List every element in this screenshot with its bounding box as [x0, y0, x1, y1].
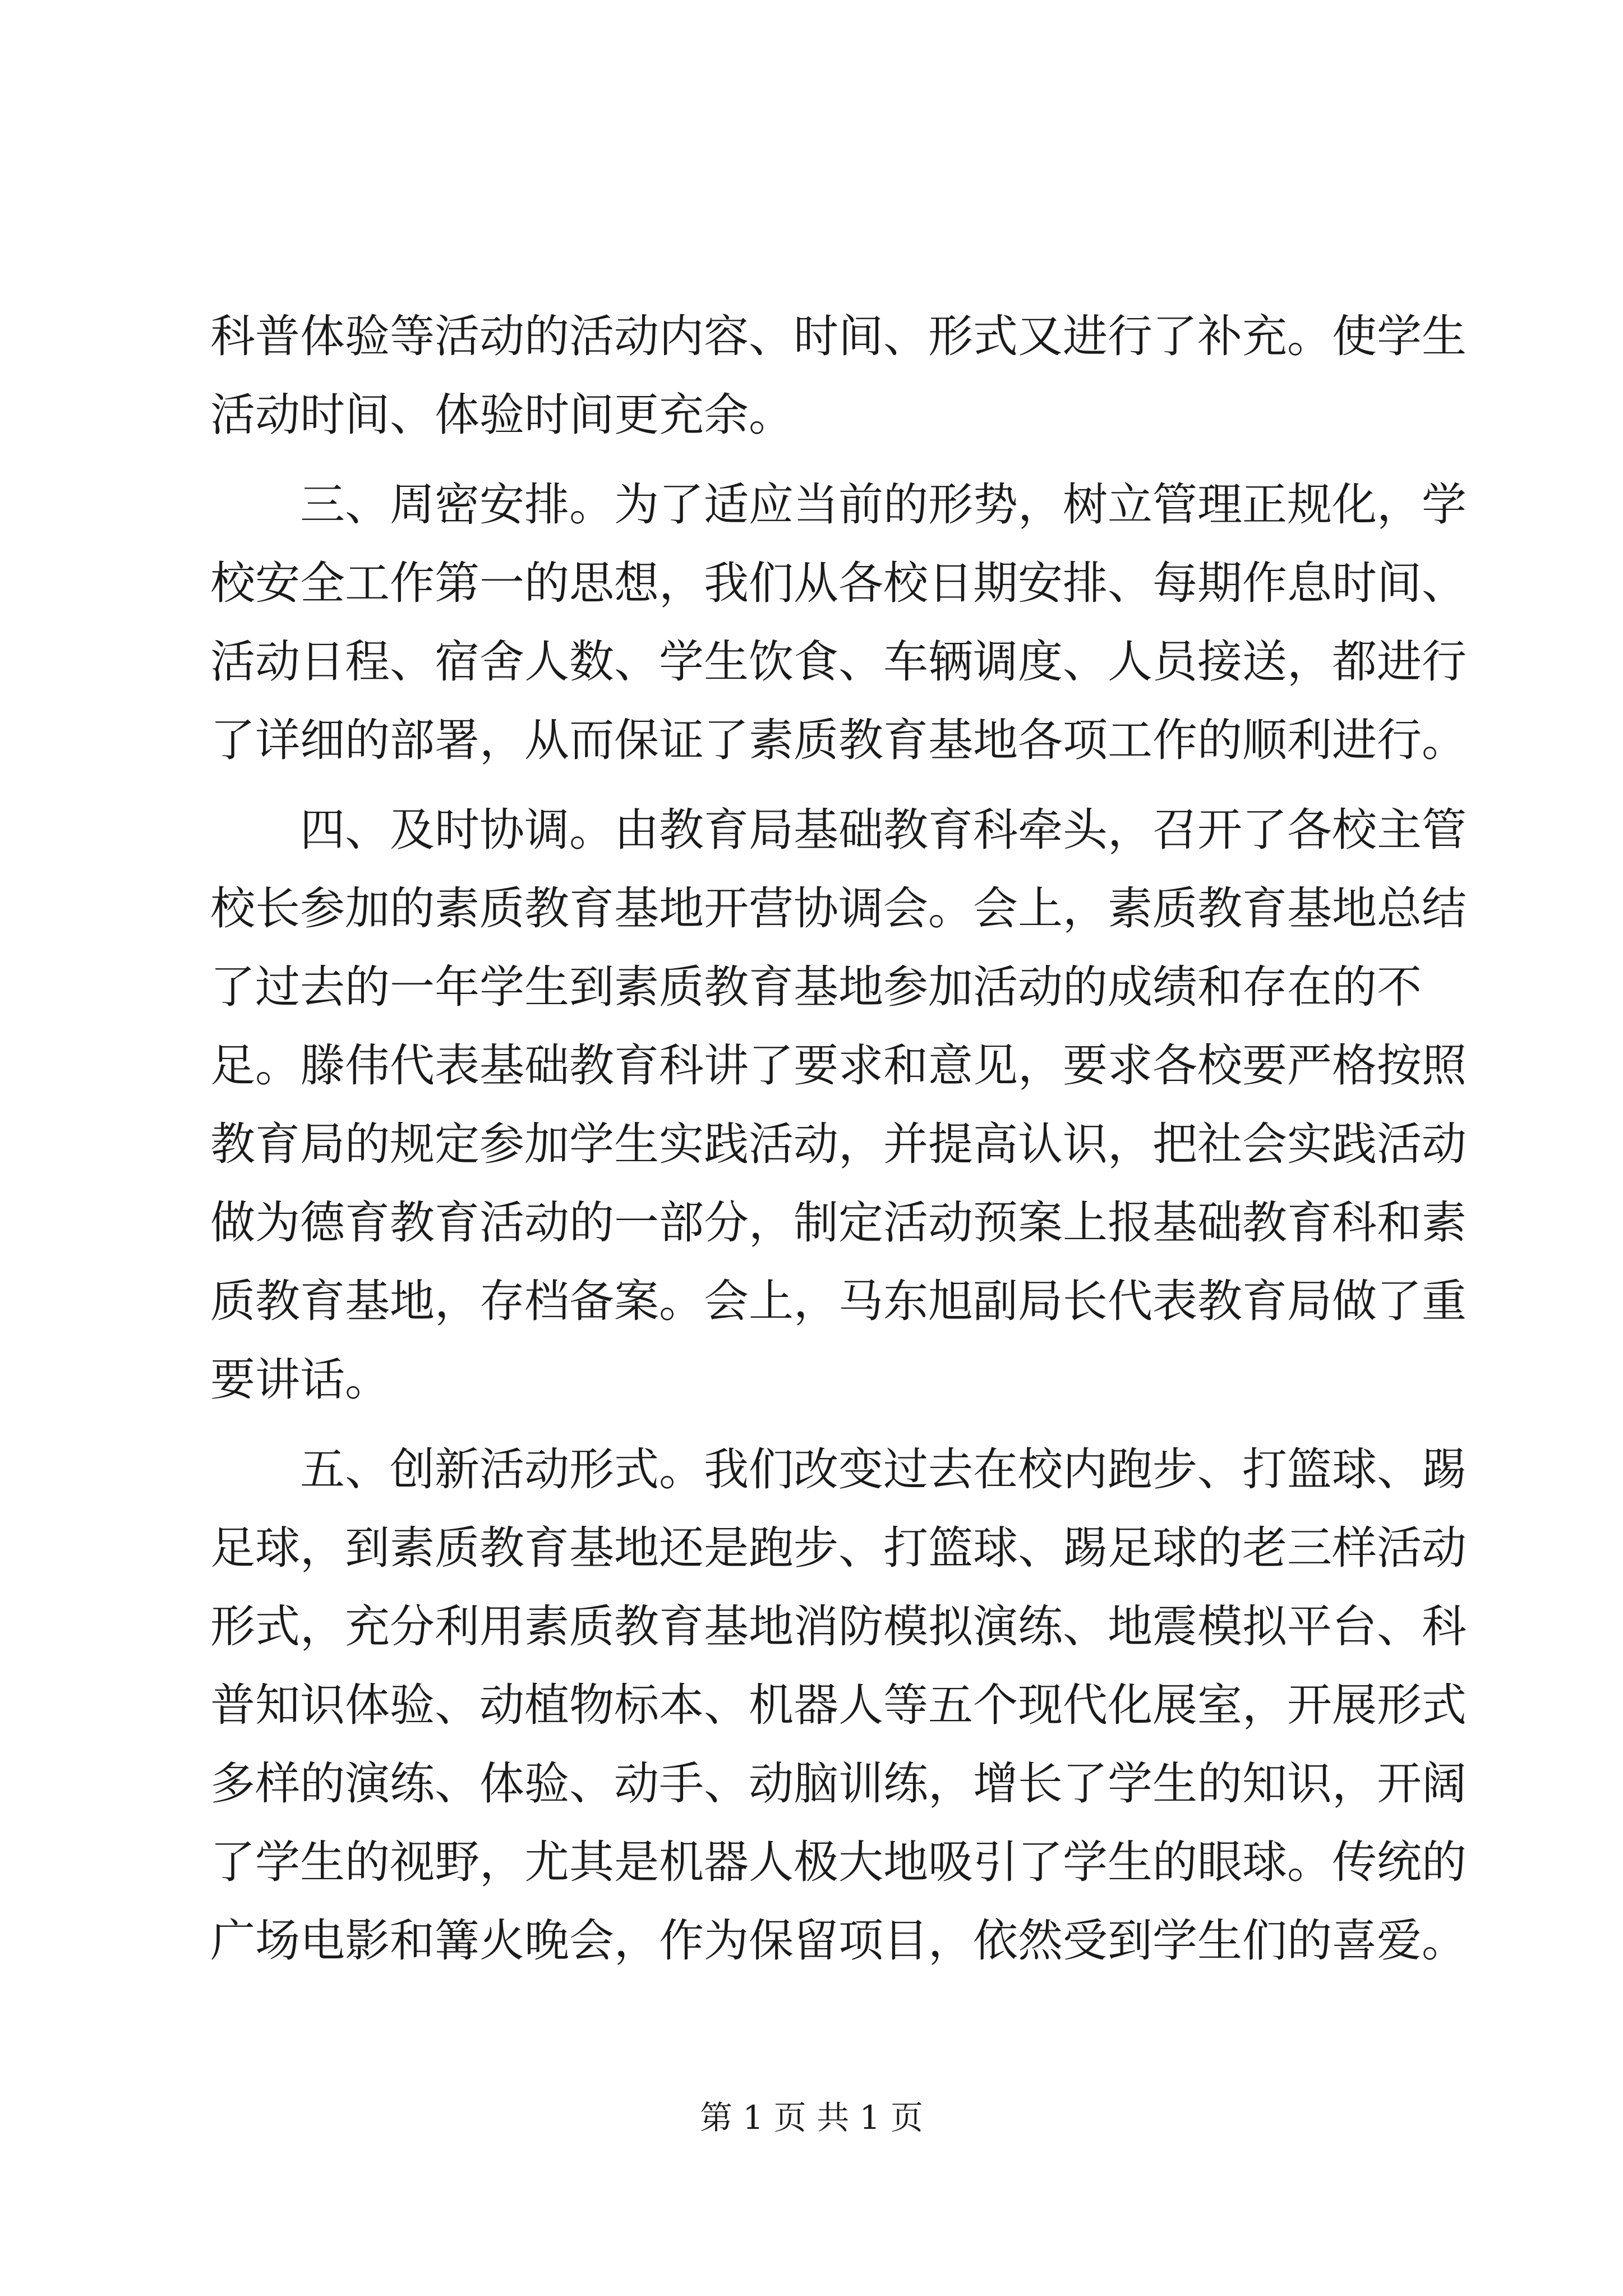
- paragraph-start-line: 四、及时协调。由教育局基础教育科牵头，召开了各校主管: [300, 804, 1467, 856]
- text-line: 足。滕伟代表基础教育科讲了要求和意见，要求各校要严格按照: [210, 1039, 1467, 1092]
- text-line: 活动时间、体验时间更充余。: [210, 389, 794, 441]
- text-line: 了过去的一年学生到素质教育基地参加活动的成绩和存在的不: [210, 961, 1422, 1013]
- text-line: 足球，到素质教育基地还是跑步、打篮球、踢足球的老三样活动: [210, 1522, 1467, 1574]
- text-line: 多样的演练、体验、动手、动脑训练，增长了学生的知识，开阔: [210, 1757, 1467, 1810]
- text-line: 普知识体验、动植物标本、机器人等五个现代化展室，开展形式: [210, 1679, 1467, 1731]
- text-line: 校长参加的素质教育基地开营协调会。会上，素质教育基地总结: [210, 882, 1467, 935]
- text-line: 校安全工作第一的思想，我们从各校日期安排、每期作息时间、: [210, 557, 1467, 609]
- text-line: 教育局的规定参加学生实践活动，并提高认识，把社会实践活动: [210, 1118, 1467, 1170]
- text-line: 要讲话。: [210, 1354, 390, 1406]
- text-line: 科普体验等活动的活动内容、时间、形式又进行了补充。使学生: [210, 310, 1467, 362]
- text-line: 活动日程、宿舍人数、学生饮食、车辆调度、人员接送，都进行: [210, 636, 1467, 688]
- page-footer: 第 1 页 共 1 页: [700, 2099, 923, 2137]
- text-line: 做为德育教育活动的一部分，制定活动预案上报基础教育科和素: [210, 1197, 1467, 1249]
- paragraph-start-line: 五、创新活动形式。我们改变过去在校内跑步、打篮球、踢: [300, 1443, 1467, 1496]
- text-line: 了学生的视野，尤其是机器人极大地吸引了学生的眼球。传统的: [210, 1836, 1467, 1888]
- text-line: 形式，充分利用素质教育基地消防模拟演练、地震模拟平台、科: [210, 1600, 1467, 1653]
- text-line: 质教育基地，存档备案。会上，马东旭副局长代表教育局做了重: [210, 1275, 1467, 1327]
- text-line: 广场电影和篝火晚会，作为保留项目，依然受到学生们的喜爱。: [210, 1915, 1467, 1967]
- text-line: 了详细的部署，从而保证了素质教育基地各项工作的顺利进行。: [210, 714, 1467, 766]
- paragraph-start-line: 三、周密安排。为了适应当前的形势，树立管理正规化，学: [300, 478, 1467, 531]
